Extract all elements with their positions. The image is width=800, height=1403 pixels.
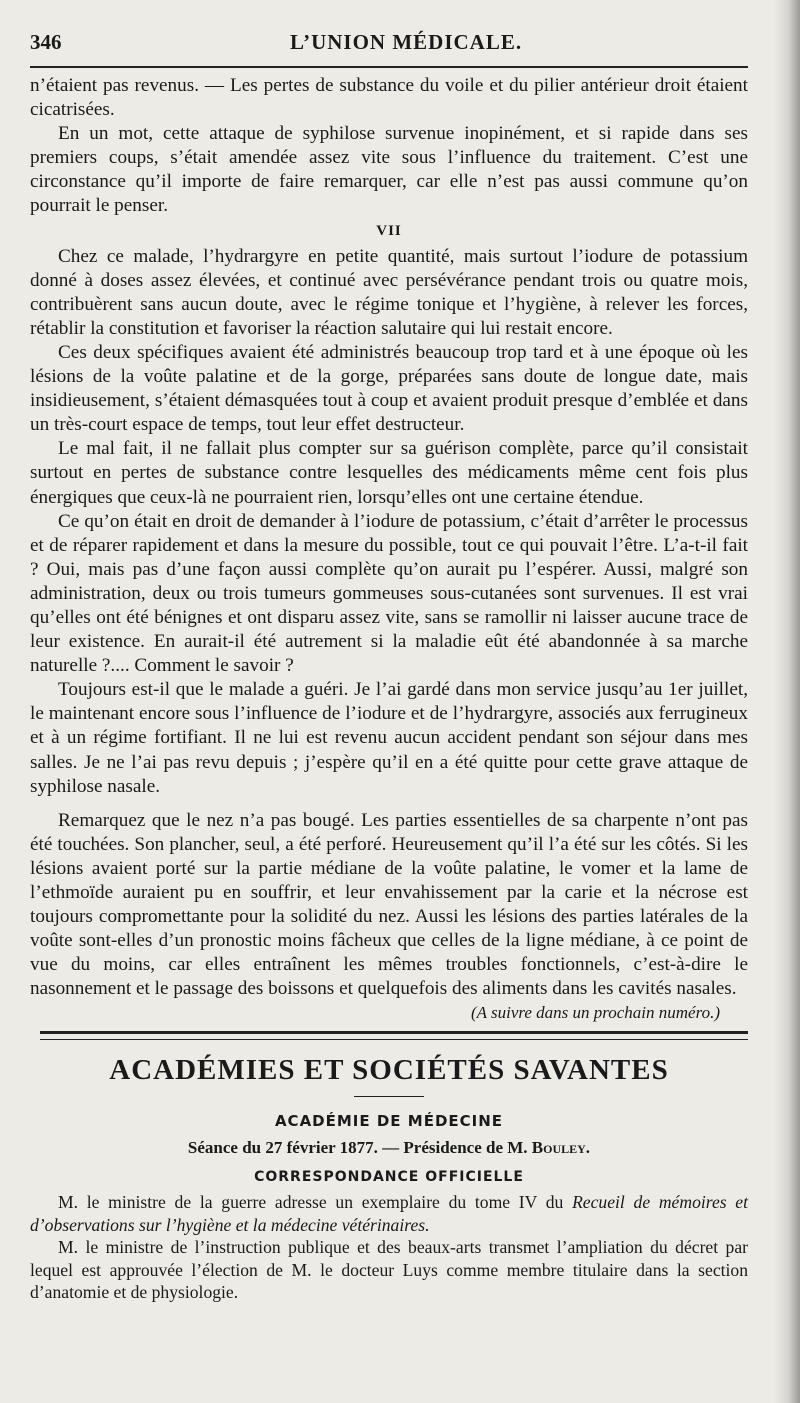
paragraph-gap xyxy=(30,799,748,809)
article-body xyxy=(30,74,748,1001)
section-number: VII xyxy=(376,222,402,239)
correspondance-item xyxy=(30,1191,748,1236)
paragraph: Ce qu’on était en droit de demander à l’iodure de potassium, c’était d’arrêter le processus et de réparer rapidement et dans la mesure du possible, tout ce qui pouvait l’être. L’a-t-il fait ? Oui, mais pas d’une façon aussi complète qu’on aurait pu l’espérer. Aussi, malgré son administration, deux ou trois tumeurs gommeuses sous-cutanées sont survenues. Il est vrai qu’elles ont été bénignes et ont disparu assez vite, sans se ramollir ni laisser aucune trace de leur existence. En aurait-il été autrement si la maladie eût été abandonnée à sa marche naturelle ?.... Comment le savoir ? xyxy=(30,510,748,677)
item-text: M. le ministre de la guerre adresse un exemplaire du tome IV du xyxy=(58,1192,564,1213)
paragraph: Toujours est-il que le malade a guéri. Je l’ai gardé dans mon service jusqu’au 1er juillet, le maintenant encore sous l’influence de l’iodure et de l’hydrargyre, associés aux ferrugineux et à un régime fortifiant. Il ne lui est revenu aucun accident pendant son séjour dans mes salles. Je ne l’ai pas revu depuis ; j’espère qu’il en a été quitte pour cette grave attaque de syphilose nasale. xyxy=(30,679,748,797)
page-number: 346 xyxy=(30,30,62,54)
continued-note: (A suivre dans un prochain numéro.) xyxy=(471,1003,720,1023)
paragraph: Chez ce malade, l’hydrargyre en petite quantité, mais surtout l’iodure de potassium donné à doses assez élevées, et continué avec persévérance pendant trois ou quatre mois, contribuèrent sans aucun doute, avec le régime tonique et l’hygiène, à relever les forces, rétablir la constitution et favoriser la réaction salutaire qui lui restait encore. xyxy=(30,245,748,339)
correspondance-item: M. le ministre de l’instruction publique et des beaux-arts transmet l’ampliation du décret par lequel est approuvée l’élection de M. le docteur Luys comme membre titulaire dans la section d’anatomie et de physiologie. xyxy=(30,1237,748,1303)
title-rule xyxy=(354,1096,424,1097)
item-publication-title: Recueil de mémoires et d’observations sur l’hygiène et la médecine vétérinaires. xyxy=(30,1192,749,1235)
academy-heading: ACADÉMIE DE MÉDECINE xyxy=(274,1112,504,1131)
seance-line xyxy=(30,1137,748,1159)
paragraph: Ces deux spécifiques avaient été administrés beaucoup trop tard et à une époque où les lésions de la voûte palatine et de la gorge, préparées sans doute de longue date, mais insidieusement, s’étaient démasquées tout à coup et avaient produit presque d’emblée et dans un très-court espace de temps, tout leur effet destructeur. xyxy=(30,341,748,436)
seance-text: Séance du 27 février 1877. — Présidence de M. xyxy=(187,1138,528,1158)
section-title: ACADÉMIES ET SOCIÉTÉS SAVANTES xyxy=(109,1054,669,1087)
running-head xyxy=(30,30,748,68)
paragraph: Le mal fait, il ne fallait plus compter sur sa guérison complète, parce qu’il consistait surtout en pertes de substance contre lesquelles des médicaments même cent fois plus énergiques que ceux-là ne pourraient rien, lorsqu’elles ont une certaine étendue. xyxy=(30,438,748,508)
section-divider xyxy=(40,1031,748,1040)
correspondance-heading: CORRESPONDANCE OFFICIELLE xyxy=(254,1169,524,1186)
paragraph: n’étaient pas revenus. — Les pertes de substance du voile et du pilier antérieur droit étaient cicatrisées. xyxy=(30,75,748,121)
correspondance-body xyxy=(30,1191,748,1304)
page-edge-shadow xyxy=(774,0,800,1403)
journal-title: L’UNION MÉDICALE. xyxy=(290,30,523,54)
seance-president: Bouley. xyxy=(531,1138,591,1158)
paragraph: En un mot, cette attaque de syphilose survenue inopinément, et si rapide dans ses premiers coups, s’était amendée assez vite sous l’influence du traitement. C’est une circonstance qu’il importe de faire remarquer, car elle n’est pas aussi commune qu’on pourrait le penser. xyxy=(30,123,748,217)
paragraph: Remarquez que le nez n’a pas bougé. Les parties essentielles de sa charpente n’ont pas été touchées. Son plancher, seul, a été perforé. Heureusement qu’il l’a été sur les côtés. Si les lésions avaient porté sur la partie médiane de la voûte palatine, le vomer et la lame de l’ethmoïde auraient pu en souffrir, et leur envahissement par la carie et la nécrose est toujours compromettante pour la solidité du nez. Aussi les lésions des parties latérales de la voûte sont-elles d’un pronostic moins fâcheux que celles de la ligne médiane, à ce point de vue du moins, car elles entraînent les mêmes troubles fonctionnels, c’est-à-dire le nasonnement et le passage des boissons et quelquefois des aliments dans les cavités nasales. xyxy=(30,809,748,1000)
